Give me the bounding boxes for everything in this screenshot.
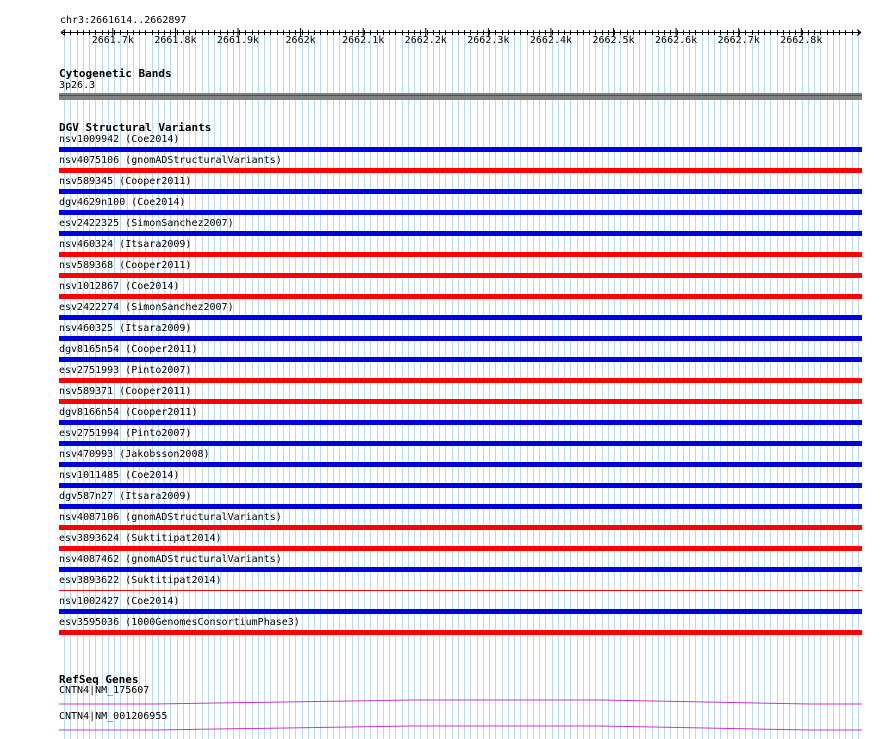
- variant-bar-gain[interactable]: [59, 189, 862, 194]
- cytoband-track-title: Cytogenetic Bands: [59, 67, 172, 80]
- variant-label: nsv1011485 (Coe2014): [59, 470, 180, 481]
- variant-label: nsv4087462 (gnomADStructuralVariants): [59, 554, 282, 565]
- gene-label: CNTN4|NM_001206955: [59, 711, 168, 722]
- variant-bar-loss[interactable]: [59, 399, 862, 404]
- variant-label: nsv1009942 (Coe2014): [59, 134, 180, 145]
- cytoband-bar[interactable]: [59, 93, 862, 100]
- ruler-tick-label: 2662.3k: [467, 35, 510, 46]
- variant-label: esv3893624 (Suktitipat2014): [59, 533, 222, 544]
- variant-bar-gain[interactable]: [59, 462, 862, 467]
- gene-intron-line: [59, 726, 862, 730]
- variant-label: esv3595036 (1000GenomesConsortiumPhase3): [59, 617, 300, 628]
- ruler-tick-label: 2662.4k: [529, 35, 573, 46]
- variant-label: dgv8165n54 (Cooper2011): [59, 344, 198, 355]
- variant-bar-gain[interactable]: [59, 567, 862, 572]
- variant-label: nsv4087106 (gnomADStructuralVariants): [59, 512, 282, 523]
- ruler-tick-label: 2661.8k: [154, 35, 197, 46]
- variant-bar-loss[interactable]: [59, 525, 862, 530]
- variant-label: nsv589345 (Cooper2011): [59, 176, 192, 187]
- variant-label: esv2422325 (SimonSanchez2007): [59, 218, 234, 229]
- variant-label: nsv460324 (Itsara2009): [59, 239, 192, 250]
- position-label: chr3:2661614..2662897: [60, 15, 187, 26]
- ruler-tick-label: 2662.5k: [592, 35, 635, 46]
- variant-bar-gain[interactable]: [59, 504, 862, 509]
- ruler-tick-label: 2661.9k: [216, 35, 260, 46]
- variant-label: nsv589368 (Cooper2011): [59, 260, 192, 271]
- ruler-tick-label: 2662.2k: [404, 35, 447, 46]
- variant-bar-gain[interactable]: [59, 231, 862, 236]
- variant-label: nsv1012867 (Coe2014): [59, 281, 180, 292]
- cytoband-label: 3p26.3: [59, 80, 96, 91]
- variant-bar-gain[interactable]: [59, 147, 862, 152]
- variant-bar-loss[interactable]: [59, 168, 862, 173]
- variant-bar-loss[interactable]: [59, 378, 862, 383]
- dgv-track-title: DGV Structural Variants: [59, 121, 212, 134]
- variant-bar-loss[interactable]: [59, 590, 862, 591]
- variant-bar-loss[interactable]: [59, 273, 862, 278]
- variant-label: dgv8166n54 (Cooper2011): [59, 407, 198, 418]
- variant-label: dgv587n27 (Itsara2009): [59, 491, 192, 502]
- variant-label: nsv460325 (Itsara2009): [59, 323, 192, 334]
- variant-bar-gain[interactable]: [59, 483, 862, 488]
- variant-bar-gain[interactable]: [59, 315, 862, 320]
- ruler-tick-label: 2662.6k: [655, 35, 698, 46]
- variant-bar-loss[interactable]: [59, 546, 862, 551]
- refseq-track-title: RefSeq Genes: [59, 673, 139, 686]
- variant-label: nsv4075106 (gnomADStructuralVariants): [59, 155, 282, 166]
- variant-bar-gain[interactable]: [59, 210, 862, 215]
- variant-label: esv2751994 (Pinto2007): [59, 428, 192, 439]
- variant-label: esv2422274 (SimonSanchez2007): [59, 302, 234, 313]
- variant-label: esv3893622 (Suktitipat2014): [59, 575, 222, 586]
- variant-label: nsv470993 (Jakobsson2008): [59, 449, 210, 460]
- gene-label: CNTN4|NM_175607: [59, 685, 150, 696]
- ruler-tick-label: 2662.1k: [342, 35, 385, 46]
- variant-label: dgv4629n100 (Coe2014): [59, 197, 186, 208]
- ruler-tick-label: 2662k: [285, 35, 316, 46]
- variant-bar-loss[interactable]: [59, 252, 862, 257]
- variant-bar-gain[interactable]: [59, 336, 862, 341]
- variant-label: nsv589371 (Cooper2011): [59, 386, 192, 397]
- variant-bar-gain[interactable]: [59, 420, 862, 425]
- variant-label: esv2751993 (Pinto2007): [59, 365, 192, 376]
- ruler-tick-label: 2661.7k: [91, 35, 134, 46]
- variant-bar-gain[interactable]: [59, 441, 862, 446]
- ruler-tick-label: 2662.7k: [717, 35, 760, 46]
- variant-label: nsv1002427 (Coe2014): [59, 596, 180, 607]
- variant-bar-loss[interactable]: [59, 630, 862, 635]
- ruler-tick-label: 2662.8k: [780, 35, 823, 46]
- variant-bar-gain[interactable]: [59, 357, 862, 362]
- gene-intron-line: [59, 700, 862, 704]
- variant-bar-gain[interactable]: [59, 609, 862, 614]
- variant-bar-loss[interactable]: [59, 294, 862, 299]
